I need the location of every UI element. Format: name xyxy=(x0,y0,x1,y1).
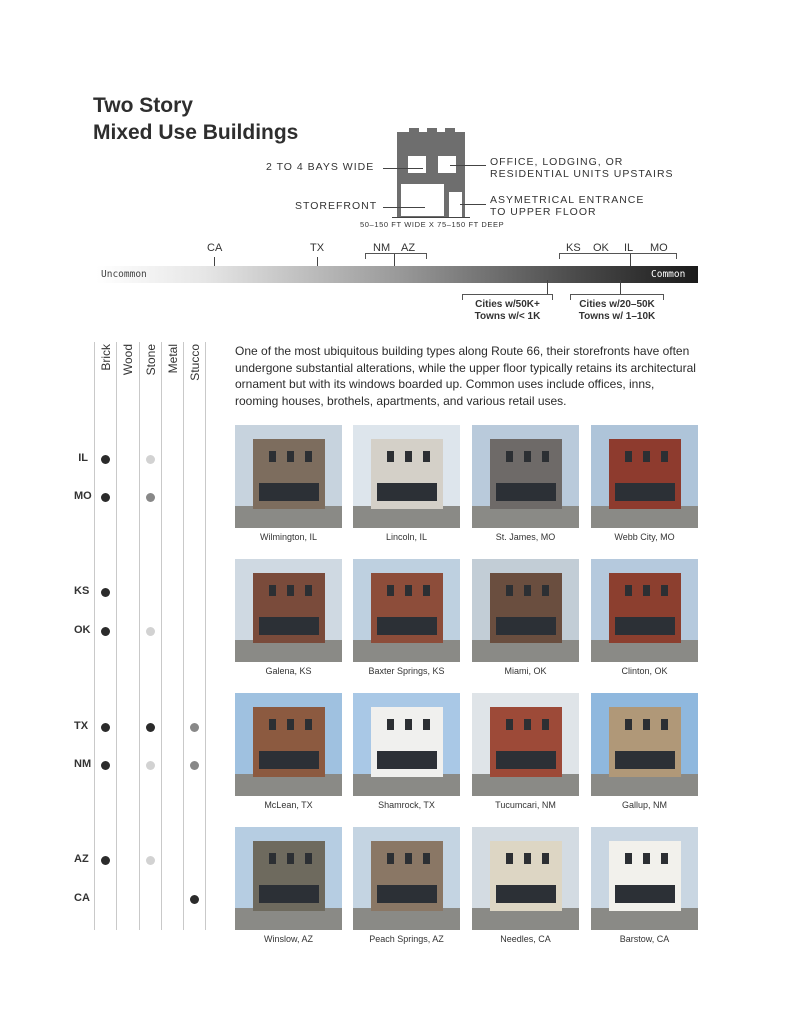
photo-street xyxy=(472,640,579,662)
photo-window xyxy=(506,853,513,864)
photo-window xyxy=(305,451,312,462)
building-photo xyxy=(235,559,342,662)
photo-caption: Tucumcari, NM xyxy=(495,800,556,810)
photo-window xyxy=(305,585,312,596)
photo-window xyxy=(643,719,650,730)
description-text: One of the most ubiquitous building types along Route 66, their storefronts have often undergone substantial alterations, while the upper floor typically retains its architectural ornament but with its windows boarded up. Common uses include offices, inns, rooming houses, brothels, apartments, and various retail uses. xyxy=(235,344,696,408)
state-label-ca: CA xyxy=(74,892,90,904)
material-dot-stone xyxy=(146,493,155,502)
building-photo xyxy=(472,827,579,930)
photo-caption: Needles, CA xyxy=(500,934,551,944)
pop2-line-2: Towns w/ 1–10K xyxy=(578,311,656,322)
photo-street xyxy=(235,506,342,528)
photo-window xyxy=(643,853,650,864)
photo-street xyxy=(353,774,460,796)
title-line-1: Two Story xyxy=(93,94,193,117)
photo-street xyxy=(235,908,342,930)
material-dot-stone xyxy=(146,856,155,865)
state-label-ks: KS xyxy=(74,585,90,597)
photo-storefront xyxy=(377,885,437,903)
scale-state-ok: OK xyxy=(593,242,609,254)
building-photo xyxy=(472,693,579,796)
scale-state-il: IL xyxy=(624,242,634,254)
population-label-1 xyxy=(462,299,553,323)
material-dot-stone xyxy=(146,723,155,732)
material-wood-header: Wood xyxy=(121,344,135,376)
photo-window xyxy=(625,451,632,462)
photo-window xyxy=(625,853,632,864)
photo-window xyxy=(542,451,549,462)
photo-caption: Gallup, NM xyxy=(621,800,667,810)
photo-window xyxy=(287,451,294,462)
photo-caption: Clinton, OK xyxy=(621,666,668,676)
photo-storefront xyxy=(615,483,675,501)
photo-storefront xyxy=(615,617,675,635)
photo-storefront xyxy=(259,483,319,501)
photo-window xyxy=(661,853,668,864)
photo-caption: Galena, KS xyxy=(265,666,312,676)
building-photo xyxy=(591,559,698,662)
material-dot-stone xyxy=(146,455,155,464)
building-photo xyxy=(591,425,698,528)
photo-window xyxy=(542,719,549,730)
material-dot-brick xyxy=(101,723,110,732)
photo-street xyxy=(472,506,579,528)
photo-caption: Peach Springs, AZ xyxy=(369,934,444,944)
photo-window xyxy=(423,451,430,462)
photo-window xyxy=(625,719,632,730)
photo-caption: Miami, OK xyxy=(504,666,547,676)
material-dot-brick xyxy=(101,455,110,464)
photo-window xyxy=(387,853,394,864)
photo-window xyxy=(524,451,531,462)
building-diagram-icon xyxy=(392,126,470,218)
scale-state-tx: TX xyxy=(310,242,325,254)
material-dot-brick xyxy=(101,493,110,502)
state-label-mo: MO xyxy=(74,490,92,502)
photo-window xyxy=(423,853,430,864)
photo-window xyxy=(542,585,549,596)
bays-label: 2 TO 4 BAYS WIDE xyxy=(266,161,375,173)
photo-window xyxy=(524,719,531,730)
photo-caption: St. James, MO xyxy=(495,532,556,542)
photo-window xyxy=(269,585,276,596)
photo-street xyxy=(353,640,460,662)
frequency-scale-bar xyxy=(96,266,698,283)
photo-caption: Shamrock, TX xyxy=(378,800,435,810)
photo-storefront xyxy=(377,483,437,501)
photo-window xyxy=(524,853,531,864)
matrix-divider xyxy=(94,342,95,930)
photo-window xyxy=(423,719,430,730)
photo-street xyxy=(591,506,698,528)
entrance-leader xyxy=(460,204,486,205)
photo-street xyxy=(472,774,579,796)
upstairs-label xyxy=(490,156,674,180)
upstairs-line-2: RESIDENTIAL UNITS UPSTAIRS xyxy=(490,168,674,180)
material-dot-brick xyxy=(101,856,110,865)
title-line-2: Mixed Use Buildings xyxy=(93,121,299,144)
scale-tick-pop2 xyxy=(620,280,621,294)
pop2-line-1: Cities w/20–50K xyxy=(579,299,655,310)
photo-window xyxy=(405,853,412,864)
bays-leader xyxy=(383,168,423,169)
storefront-leader xyxy=(383,207,425,208)
photo-window xyxy=(269,719,276,730)
photo-street xyxy=(591,908,698,930)
photo-street xyxy=(353,908,460,930)
material-stone-header: Stone xyxy=(144,344,158,376)
photo-street xyxy=(591,640,698,662)
material-dot-stucco xyxy=(190,895,199,904)
upstairs-line-1: OFFICE, LODGING, OR xyxy=(490,156,624,168)
scale-state-ks: KS xyxy=(566,242,581,254)
photo-window xyxy=(405,719,412,730)
photo-street xyxy=(235,774,342,796)
material-dot-brick xyxy=(101,627,110,636)
upstairs-leader xyxy=(450,165,486,166)
photo-storefront xyxy=(496,751,556,769)
photo-window xyxy=(423,585,430,596)
photo-storefront xyxy=(496,885,556,903)
material-dot-stone xyxy=(146,761,155,770)
state-label-tx: TX xyxy=(74,720,89,732)
photo-street xyxy=(591,774,698,796)
state-label-il: IL xyxy=(78,452,88,464)
scale-bracket-ks-mo xyxy=(559,253,677,259)
storefront-label: STOREFRONT xyxy=(295,200,378,212)
state-label-ok: OK xyxy=(74,624,91,636)
photo-street xyxy=(235,640,342,662)
photo-window xyxy=(643,585,650,596)
photo-storefront xyxy=(377,617,437,635)
photo-window xyxy=(661,585,668,596)
photo-caption: Lincoln, IL xyxy=(385,532,428,542)
photo-window xyxy=(387,719,394,730)
building-photo xyxy=(235,693,342,796)
building-photo xyxy=(353,559,460,662)
photo-window xyxy=(625,585,632,596)
material-brick-header: Brick xyxy=(99,344,113,371)
photo-storefront xyxy=(496,483,556,501)
photo-window xyxy=(269,853,276,864)
photo-window xyxy=(506,719,513,730)
material-stucco-header: Stucco xyxy=(188,344,202,381)
building-photo xyxy=(472,559,579,662)
building-photo xyxy=(353,693,460,796)
building-photo xyxy=(235,425,342,528)
photo-window xyxy=(661,719,668,730)
matrix-divider xyxy=(161,342,162,930)
building-photo xyxy=(353,827,460,930)
photo-caption: Wilmington, IL xyxy=(259,532,318,542)
matrix-divider xyxy=(116,342,117,930)
photo-window xyxy=(542,853,549,864)
state-label-nm: NM xyxy=(74,758,92,770)
pop1-line-2: Towns w/< 1K xyxy=(474,311,541,322)
material-dot-stucco xyxy=(190,761,199,770)
photo-window xyxy=(643,451,650,462)
photo-storefront xyxy=(259,617,319,635)
photo-window xyxy=(305,719,312,730)
scale-tick-pop1 xyxy=(547,280,548,294)
photo-window xyxy=(524,585,531,596)
material-dot-brick xyxy=(101,761,110,770)
photo-window xyxy=(506,585,513,596)
scale-bracket-nm-az xyxy=(365,253,427,259)
photo-caption: McLean, TX xyxy=(264,800,313,810)
material-dot-stone xyxy=(146,627,155,636)
photo-caption: Winslow, AZ xyxy=(263,934,313,944)
photo-window xyxy=(405,585,412,596)
population-label-2 xyxy=(565,299,669,323)
photo-caption: Barstow, CA xyxy=(619,934,670,944)
pop1-line-1: Cities w/50K+ xyxy=(475,299,540,310)
photo-storefront xyxy=(615,751,675,769)
photo-storefront xyxy=(496,617,556,635)
photo-window xyxy=(287,853,294,864)
matrix-divider xyxy=(205,342,206,930)
photo-street xyxy=(472,908,579,930)
matrix-divider xyxy=(139,342,140,930)
photo-caption: Webb City, MO xyxy=(614,532,675,542)
photo-window xyxy=(269,451,276,462)
entrance-label xyxy=(490,194,644,218)
photo-storefront xyxy=(615,885,675,903)
scale-state-az: AZ xyxy=(401,242,416,254)
scale-state-mo: MO xyxy=(650,242,668,254)
scale-uncommon-label: Uncommon xyxy=(101,269,147,280)
photo-window xyxy=(387,451,394,462)
photo-window xyxy=(387,585,394,596)
scale-common-label: Common xyxy=(651,269,686,280)
photo-window xyxy=(506,451,513,462)
page-title xyxy=(93,92,298,146)
building-photo xyxy=(235,827,342,930)
scale-state-ca: CA xyxy=(207,242,223,254)
matrix-divider xyxy=(183,342,184,930)
photo-window xyxy=(305,853,312,864)
state-label-az: AZ xyxy=(74,853,89,865)
material-dot-brick xyxy=(101,588,110,597)
material-metal-header: Metal xyxy=(166,344,180,374)
photo-window xyxy=(661,451,668,462)
photo-storefront xyxy=(377,751,437,769)
building-photo xyxy=(472,425,579,528)
photo-storefront xyxy=(259,885,319,903)
photo-window xyxy=(287,719,294,730)
building-photo xyxy=(591,827,698,930)
material-dot-stucco xyxy=(190,723,199,732)
building-photo xyxy=(591,693,698,796)
photo-window xyxy=(405,451,412,462)
entrance-line-2: TO UPPER FLOOR xyxy=(490,206,597,218)
building-photo xyxy=(353,425,460,528)
entrance-line-1: ASYMETRICAL ENTRANCE xyxy=(490,194,645,206)
photo-storefront xyxy=(259,751,319,769)
scale-state-nm: NM xyxy=(373,242,391,254)
photo-street xyxy=(353,506,460,528)
dimensions-label: 50–150 FT WIDE X 75–150 FT DEEP xyxy=(360,220,505,229)
photo-window xyxy=(287,585,294,596)
photo-caption: Baxter Springs, KS xyxy=(368,666,445,676)
